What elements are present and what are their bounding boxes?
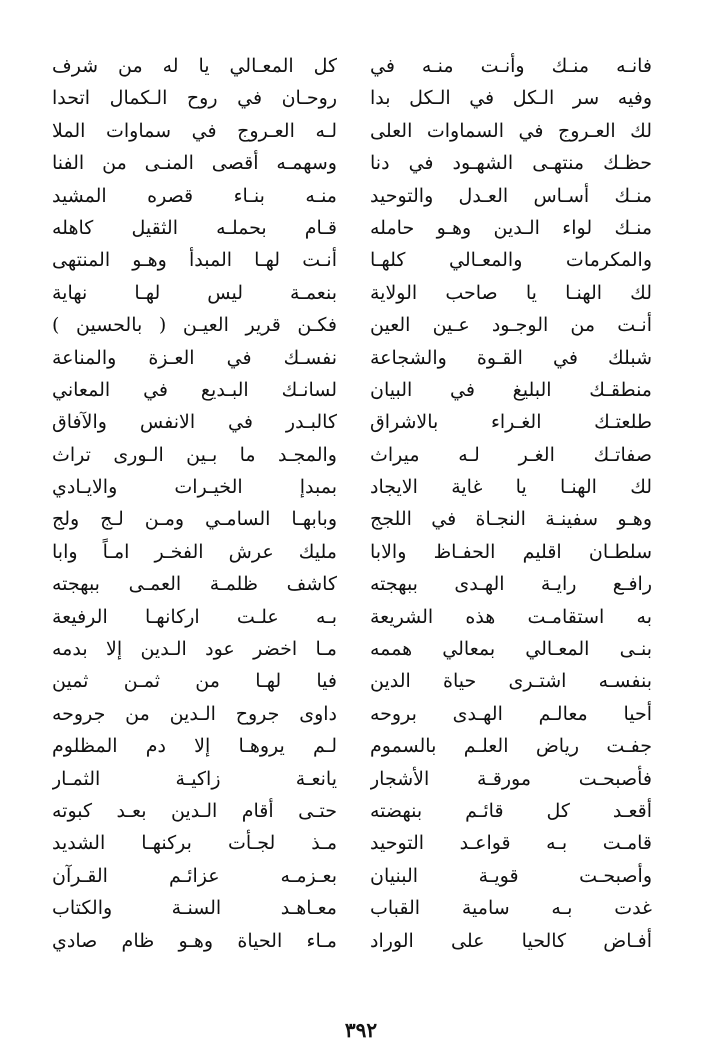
verse-first-hemistich: لك الهنـا يا غاية الايجاد	[370, 476, 652, 499]
verse-line	[0, 406, 722, 438]
verse-second-hemistich: داوى جروح الـدين من جروحه	[52, 702, 337, 725]
verse-second-hemistich: معـاهـد السنـة والكتاب	[52, 897, 337, 920]
verse-second-hemistich: فيا لهـا من ثمـن ثمين	[52, 670, 337, 693]
verse-first-hemistich: أحيا معالـم الهـدى بروحه	[370, 702, 652, 725]
verse-first-hemistich: منطقـك البليغ في البيان	[370, 378, 652, 401]
verse-second-hemistich: حتـى أقام الـدين بعـد كبوته	[52, 799, 337, 822]
verse-line	[0, 471, 722, 503]
verse-line	[0, 374, 722, 406]
page-number: ٣٩٢	[344, 1018, 378, 1042]
verse-first-hemistich: أنـت من الوجـود عـين العين	[370, 314, 652, 337]
verse-line	[0, 892, 722, 924]
verse-first-hemistich: قامـت بـه قواعـد التوحيد	[370, 832, 652, 855]
verse-line	[0, 665, 722, 697]
verse-first-hemistich: فأصبحـت مورقـة الأشجار	[370, 767, 652, 790]
verse-first-hemistich: بنـى المعـالي بمعالي هممه	[370, 638, 652, 661]
verse-line	[0, 212, 722, 244]
verse-second-hemistich: منـه بنـاء قصره المشيد	[52, 184, 337, 207]
verse-first-hemistich: رافـع رايـة الهـدى ببهجته	[370, 573, 652, 596]
verse-second-hemistich: لسانـك البـديع في المعاني	[52, 378, 337, 401]
verse-second-hemistich: وبابهـا السامـي ومـن لـج ولج	[52, 508, 337, 531]
verse-first-hemistich: به استقامـت هذه الشريعة	[370, 605, 652, 628]
verse-line	[0, 601, 722, 633]
verse-second-hemistich: مليك عرش الفخـر امـاً وابا	[52, 540, 337, 563]
verse-second-hemistich: أنـت لهـا المبدأ وهـو المنتهى	[52, 249, 337, 272]
verse-first-hemistich: منـك أسـاس العـدل والتوحيد	[370, 184, 652, 207]
verse-second-hemistich: نفسـك في العـزة والمناعة	[52, 346, 337, 369]
verse-second-hemistich: لـه العـروج في سماوات الملا	[52, 119, 337, 142]
verse-first-hemistich: حظـك منتهـى الشهـود في دنا	[370, 152, 652, 175]
verse-first-hemistich: سلطـان اقليم الحفـاظ والابا	[370, 540, 652, 563]
verse-second-hemistich: لـم يروهـا إلا دم المظلوم	[52, 735, 337, 758]
verse-line	[0, 309, 722, 341]
verse-first-hemistich: وفيه سر الـكل في الـكل بدا	[370, 87, 652, 110]
verse-line	[0, 50, 722, 82]
verse-second-hemistich: بمبدإ الخيـرات والايـادي	[52, 476, 337, 499]
verse-first-hemistich: فانـه منـك وأنـت منـه في	[370, 55, 652, 77]
verse-line	[0, 147, 722, 179]
verse-first-hemistich: وأصبحـت قويـة البنيان	[370, 864, 652, 887]
verse-second-hemistich: بعـزمـه عزائـم القـرآن	[52, 864, 337, 887]
verse-line	[0, 115, 722, 147]
verse-line	[0, 730, 722, 762]
verse-line	[0, 439, 722, 471]
verse-line	[0, 827, 722, 859]
verse-line	[0, 342, 722, 374]
verse-second-hemistich: قـام بحملـه الثقيل كاهله	[52, 216, 337, 239]
verse-line	[0, 180, 722, 212]
verse-first-hemistich: أقعـد كل قائـم بنهضته	[370, 799, 652, 822]
verse-first-hemistich: غدت بـه سامية القباب	[370, 897, 652, 920]
verse-second-hemistich: كالبـدر في الانفس والآفاق	[52, 411, 337, 434]
verse-line	[0, 698, 722, 730]
verse-first-hemistich: لك العـروج في السماوات العلى	[370, 119, 652, 142]
verse-first-hemistich: وهـو سفينـة النجـاة في اللجج	[370, 508, 652, 531]
verse-line	[0, 277, 722, 309]
verse-second-hemistich: يانعـة زاكيـة الثمـار	[52, 767, 337, 790]
verse-line	[0, 536, 722, 568]
verse-line	[0, 925, 722, 957]
verse-line	[0, 244, 722, 276]
verse-second-hemistich: بنعمـة ليس لهـا نهاية	[52, 281, 337, 304]
verse-line	[0, 503, 722, 535]
verse-first-hemistich: شبلك في القـوة والشجاعة	[370, 346, 652, 369]
verse-first-hemistich: صفاتـك الغـر لـه ميراث	[370, 443, 652, 466]
verse-first-hemistich: طلعتـك الغـراء بالاشراق	[370, 411, 652, 434]
verse-line	[0, 795, 722, 827]
verse-second-hemistich: بـه علـت اركانهـا الرفيعة	[52, 605, 337, 628]
verse-second-hemistich: وسهمـه أقصى المنـى من الفنا	[52, 152, 337, 175]
verse-second-hemistich: فكـن قرير العيـن ( بالحسين )	[52, 314, 337, 337]
verse-first-hemistich: بنفسـه اشتـرى حياة الدين	[370, 670, 652, 693]
verse-second-hemistich: مـاء الحياة وهـو ظام صادي	[52, 929, 337, 952]
verse-second-hemistich: مـذ لجـأت بركنهـا الشديد	[52, 832, 337, 855]
verse-first-hemistich: لك الهنـا يا صاحب الولاية	[370, 281, 652, 304]
verse-first-hemistich: والمكرمات والمعـالي كلهـا	[370, 249, 652, 272]
verse-line	[0, 763, 722, 795]
verse-first-hemistich: منـك لواء الـدين وهـو حامله	[370, 216, 652, 239]
verse-line	[0, 568, 722, 600]
verse-line	[0, 82, 722, 114]
poem-verses	[0, 50, 722, 957]
verse-second-hemistich: كاشف ظلمـة العمـى ببهجته	[52, 573, 337, 596]
verse-second-hemistich: روحـان في روح الـكمال اتحدا	[52, 87, 337, 110]
verse-second-hemistich: مـا اخضر عود الـدين إلا بدمه	[52, 638, 337, 661]
verse-second-hemistich: والمجـد ما بـين الـورى تراث	[52, 443, 337, 466]
verse-first-hemistich: جفـت رياض العلـم بالسموم	[370, 735, 652, 758]
verse-line	[0, 633, 722, 665]
verse-second-hemistich: كل المعـالي يا له من شرف	[52, 55, 337, 77]
verse-first-hemistich: أفـاض كالحيا على الوراد	[370, 929, 652, 952]
verse-line	[0, 860, 722, 892]
